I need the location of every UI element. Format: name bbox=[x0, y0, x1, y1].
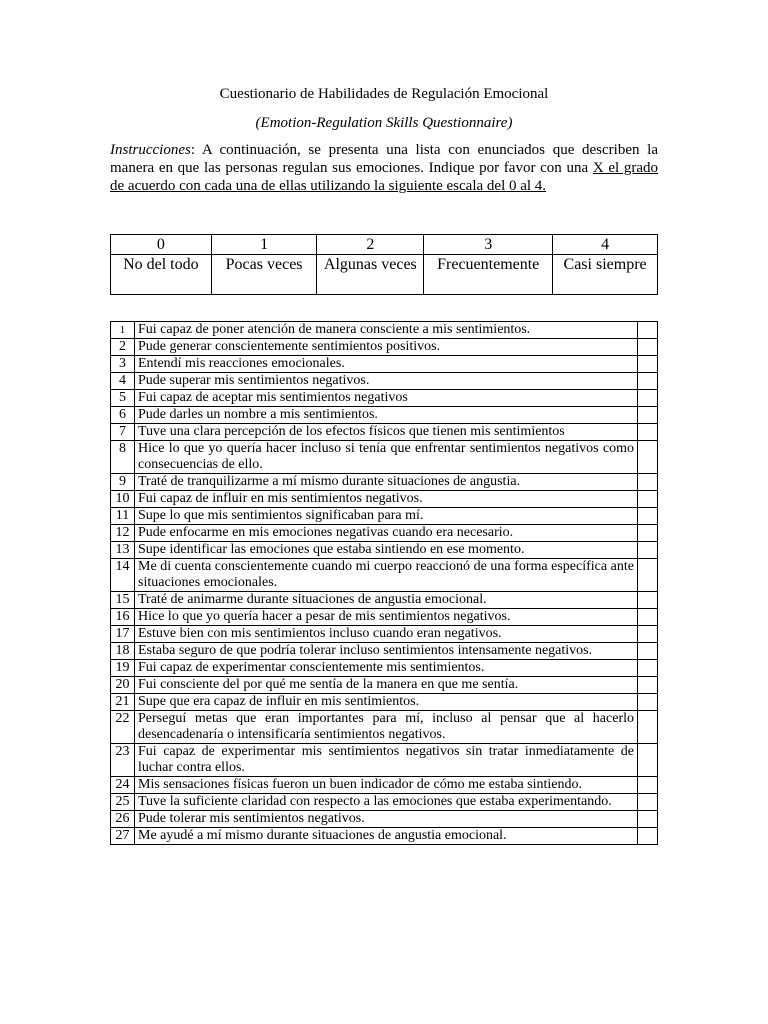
item-answer-cell[interactable] bbox=[638, 474, 658, 491]
item-number: 14 bbox=[111, 559, 135, 592]
item-row bbox=[111, 811, 658, 828]
item-answer-cell[interactable] bbox=[638, 711, 658, 744]
item-text: Supe que era capaz de influir en mis sentimientos. bbox=[135, 694, 638, 711]
item-row bbox=[111, 626, 658, 643]
item-number: 25 bbox=[111, 794, 135, 811]
instructions-text: : A continuación, se presenta una lista con enunciados que describen la manera en que las personas regulan sus emociones. Indique por favor con una bbox=[110, 142, 658, 176]
item-row bbox=[111, 694, 658, 711]
item-row bbox=[111, 339, 658, 356]
item-row bbox=[111, 677, 658, 694]
item-text: Hice lo que yo quería hacer a pesar de mis sentimientos negativos. bbox=[135, 609, 638, 626]
instructions-underlined: X el grado de acuerdo con cada una de ellas utilizando la siguiente escala del 0 al 4. bbox=[110, 160, 658, 194]
item-number: 7 bbox=[111, 424, 135, 441]
item-row bbox=[111, 491, 658, 508]
item-row bbox=[111, 711, 658, 744]
instructions-label: Instrucciones bbox=[110, 142, 191, 158]
item-answer-cell[interactable] bbox=[638, 491, 658, 508]
item-row bbox=[111, 559, 658, 592]
item-text: Fui capaz de experimentar conscientemente mis sentimientos. bbox=[135, 660, 638, 677]
item-text: Supe lo que mis sentimientos significaban para mí. bbox=[135, 508, 638, 525]
item-answer-cell[interactable] bbox=[638, 777, 658, 794]
item-number: 9 bbox=[111, 474, 135, 491]
item-row bbox=[111, 525, 658, 542]
scale-labels-row bbox=[111, 255, 658, 295]
item-number: 6 bbox=[111, 407, 135, 424]
item-number: 24 bbox=[111, 777, 135, 794]
item-row bbox=[111, 441, 658, 474]
item-answer-cell[interactable] bbox=[638, 592, 658, 609]
item-text: Mis sensaciones físicas fueron un buen indicador de cómo me estaba sintiendo. bbox=[135, 777, 638, 794]
item-number: 1 bbox=[111, 322, 135, 339]
item-row bbox=[111, 474, 658, 491]
item-text: Pude tolerar mis sentimientos negativos. bbox=[135, 811, 638, 828]
item-text: Pude generar conscientemente sentimientos positivos. bbox=[135, 339, 638, 356]
questionnaire-table bbox=[110, 321, 658, 845]
scale-label: Frecuentemente bbox=[424, 255, 553, 295]
item-number: 5 bbox=[111, 390, 135, 407]
item-number: 17 bbox=[111, 626, 135, 643]
item-number: 10 bbox=[111, 491, 135, 508]
item-text: Fui capaz de poner atención de manera consciente a mis sentimientos. bbox=[135, 322, 638, 339]
item-number: 11 bbox=[111, 508, 135, 525]
item-row bbox=[111, 794, 658, 811]
item-answer-cell[interactable] bbox=[638, 356, 658, 373]
scale-number: 3 bbox=[424, 235, 553, 255]
item-answer-cell[interactable] bbox=[638, 525, 658, 542]
item-row bbox=[111, 643, 658, 660]
item-number: 22 bbox=[111, 711, 135, 744]
item-text: Tuve la suficiente claridad con respecto a las emociones que estaba experimentando. bbox=[135, 794, 638, 811]
item-answer-cell[interactable] bbox=[638, 508, 658, 525]
item-row bbox=[111, 828, 658, 845]
item-answer-cell[interactable] bbox=[638, 441, 658, 474]
scale-number: 2 bbox=[317, 235, 424, 255]
item-answer-cell[interactable] bbox=[638, 660, 658, 677]
item-text: Supe identificar las emociones que estaba sintiendo en ese momento. bbox=[135, 542, 638, 559]
item-row bbox=[111, 744, 658, 777]
item-text: Hice lo que yo quería hacer incluso si tenía que enfrentar sentimientos negativos como consecuencias de ello. bbox=[135, 441, 638, 474]
item-text: Pude superar mis sentimientos negativos. bbox=[135, 373, 638, 390]
item-answer-cell[interactable] bbox=[638, 322, 658, 339]
item-text: Estuve bien con mis sentimientos incluso cuando eran negativos. bbox=[135, 626, 638, 643]
item-row bbox=[111, 322, 658, 339]
item-number: 4 bbox=[111, 373, 135, 390]
item-row bbox=[111, 390, 658, 407]
item-number: 2 bbox=[111, 339, 135, 356]
item-answer-cell[interactable] bbox=[638, 744, 658, 777]
item-answer-cell[interactable] bbox=[638, 609, 658, 626]
item-number: 18 bbox=[111, 643, 135, 660]
item-number: 16 bbox=[111, 609, 135, 626]
scale-label: Algunas veces bbox=[317, 255, 424, 295]
item-answer-cell[interactable] bbox=[638, 559, 658, 592]
item-row bbox=[111, 609, 658, 626]
item-number: 15 bbox=[111, 592, 135, 609]
item-answer-cell[interactable] bbox=[638, 694, 658, 711]
item-text: Pude darles un nombre a mis sentimientos. bbox=[135, 407, 638, 424]
instructions bbox=[110, 141, 658, 195]
item-number: 8 bbox=[111, 441, 135, 474]
item-text: Me di cuenta conscientemente cuando mi cuerpo reaccionó de una forma específica ante situaciones emocionales. bbox=[135, 559, 638, 592]
item-text: Perseguí metas que eran importantes para mí, incluso al pensar que al hacerlo desencadenaría o intensificaría sentimientos negativos. bbox=[135, 711, 638, 744]
item-number: 13 bbox=[111, 542, 135, 559]
item-number: 12 bbox=[111, 525, 135, 542]
item-number: 21 bbox=[111, 694, 135, 711]
item-number: 3 bbox=[111, 356, 135, 373]
item-text: Fui capaz de experimentar mis sentimientos negativos sin tratar inmediatamente de luchar contra ellos. bbox=[135, 744, 638, 777]
scale-number: 4 bbox=[553, 235, 658, 255]
item-text: Pude enfocarme en mis emociones negativas cuando era necesario. bbox=[135, 525, 638, 542]
item-row bbox=[111, 592, 658, 609]
item-answer-cell[interactable] bbox=[638, 407, 658, 424]
item-text: Entendí mis reacciones emocionales. bbox=[135, 356, 638, 373]
item-row bbox=[111, 407, 658, 424]
scale-label: No del todo bbox=[111, 255, 212, 295]
scale-numbers-row bbox=[111, 235, 658, 255]
item-row bbox=[111, 356, 658, 373]
item-text: Fui capaz de aceptar mis sentimientos negativos bbox=[135, 390, 638, 407]
item-text: Fui capaz de influir en mis sentimientos negativos. bbox=[135, 491, 638, 508]
rating-scale-table bbox=[110, 234, 658, 295]
item-answer-cell[interactable] bbox=[638, 794, 658, 811]
item-answer-cell[interactable] bbox=[638, 542, 658, 559]
item-answer-cell[interactable] bbox=[638, 626, 658, 643]
item-text: Tuve una clara percepción de los efectos físicos que tienen mis sentimientos bbox=[135, 424, 638, 441]
item-text: Traté de tranquilizarme a mí mismo durante situaciones de angustia. bbox=[135, 474, 638, 491]
item-number: 23 bbox=[111, 744, 135, 777]
item-answer-cell[interactable] bbox=[638, 643, 658, 660]
item-answer-cell[interactable] bbox=[638, 390, 658, 407]
item-answer-cell[interactable] bbox=[638, 339, 658, 356]
scale-number: 1 bbox=[211, 235, 317, 255]
item-text: Fui consciente del por qué me sentía de la manera en que me sentía. bbox=[135, 677, 638, 694]
scale-label: Pocas veces bbox=[211, 255, 317, 295]
item-text: Me ayudé a mí mismo durante situaciones de angustia emocional. bbox=[135, 828, 638, 845]
page-subtitle: (Emotion-Regulation Skills Questionnaire) bbox=[255, 115, 513, 131]
item-answer-cell[interactable] bbox=[638, 811, 658, 828]
item-answer-cell[interactable] bbox=[638, 373, 658, 390]
item-row bbox=[111, 542, 658, 559]
item-number: 19 bbox=[111, 660, 135, 677]
item-row bbox=[111, 660, 658, 677]
item-number: 27 bbox=[111, 828, 135, 845]
item-text: Estaba seguro de que podría tolerar incluso sentimientos intensamente negativos. bbox=[135, 643, 638, 660]
item-number: 26 bbox=[111, 811, 135, 828]
scale-label: Casi siempre bbox=[553, 255, 658, 295]
item-row bbox=[111, 777, 658, 794]
scale-number: 0 bbox=[111, 235, 212, 255]
item-row bbox=[111, 508, 658, 525]
item-answer-cell[interactable] bbox=[638, 677, 658, 694]
item-row bbox=[111, 373, 658, 390]
item-text: Traté de animarme durante situaciones de angustia emocional. bbox=[135, 592, 638, 609]
page-title: Cuestionario de Habilidades de Regulación Emocional bbox=[219, 86, 549, 102]
item-row bbox=[111, 424, 658, 441]
item-answer-cell[interactable] bbox=[638, 828, 658, 845]
item-answer-cell[interactable] bbox=[638, 424, 658, 441]
item-number: 20 bbox=[111, 677, 135, 694]
